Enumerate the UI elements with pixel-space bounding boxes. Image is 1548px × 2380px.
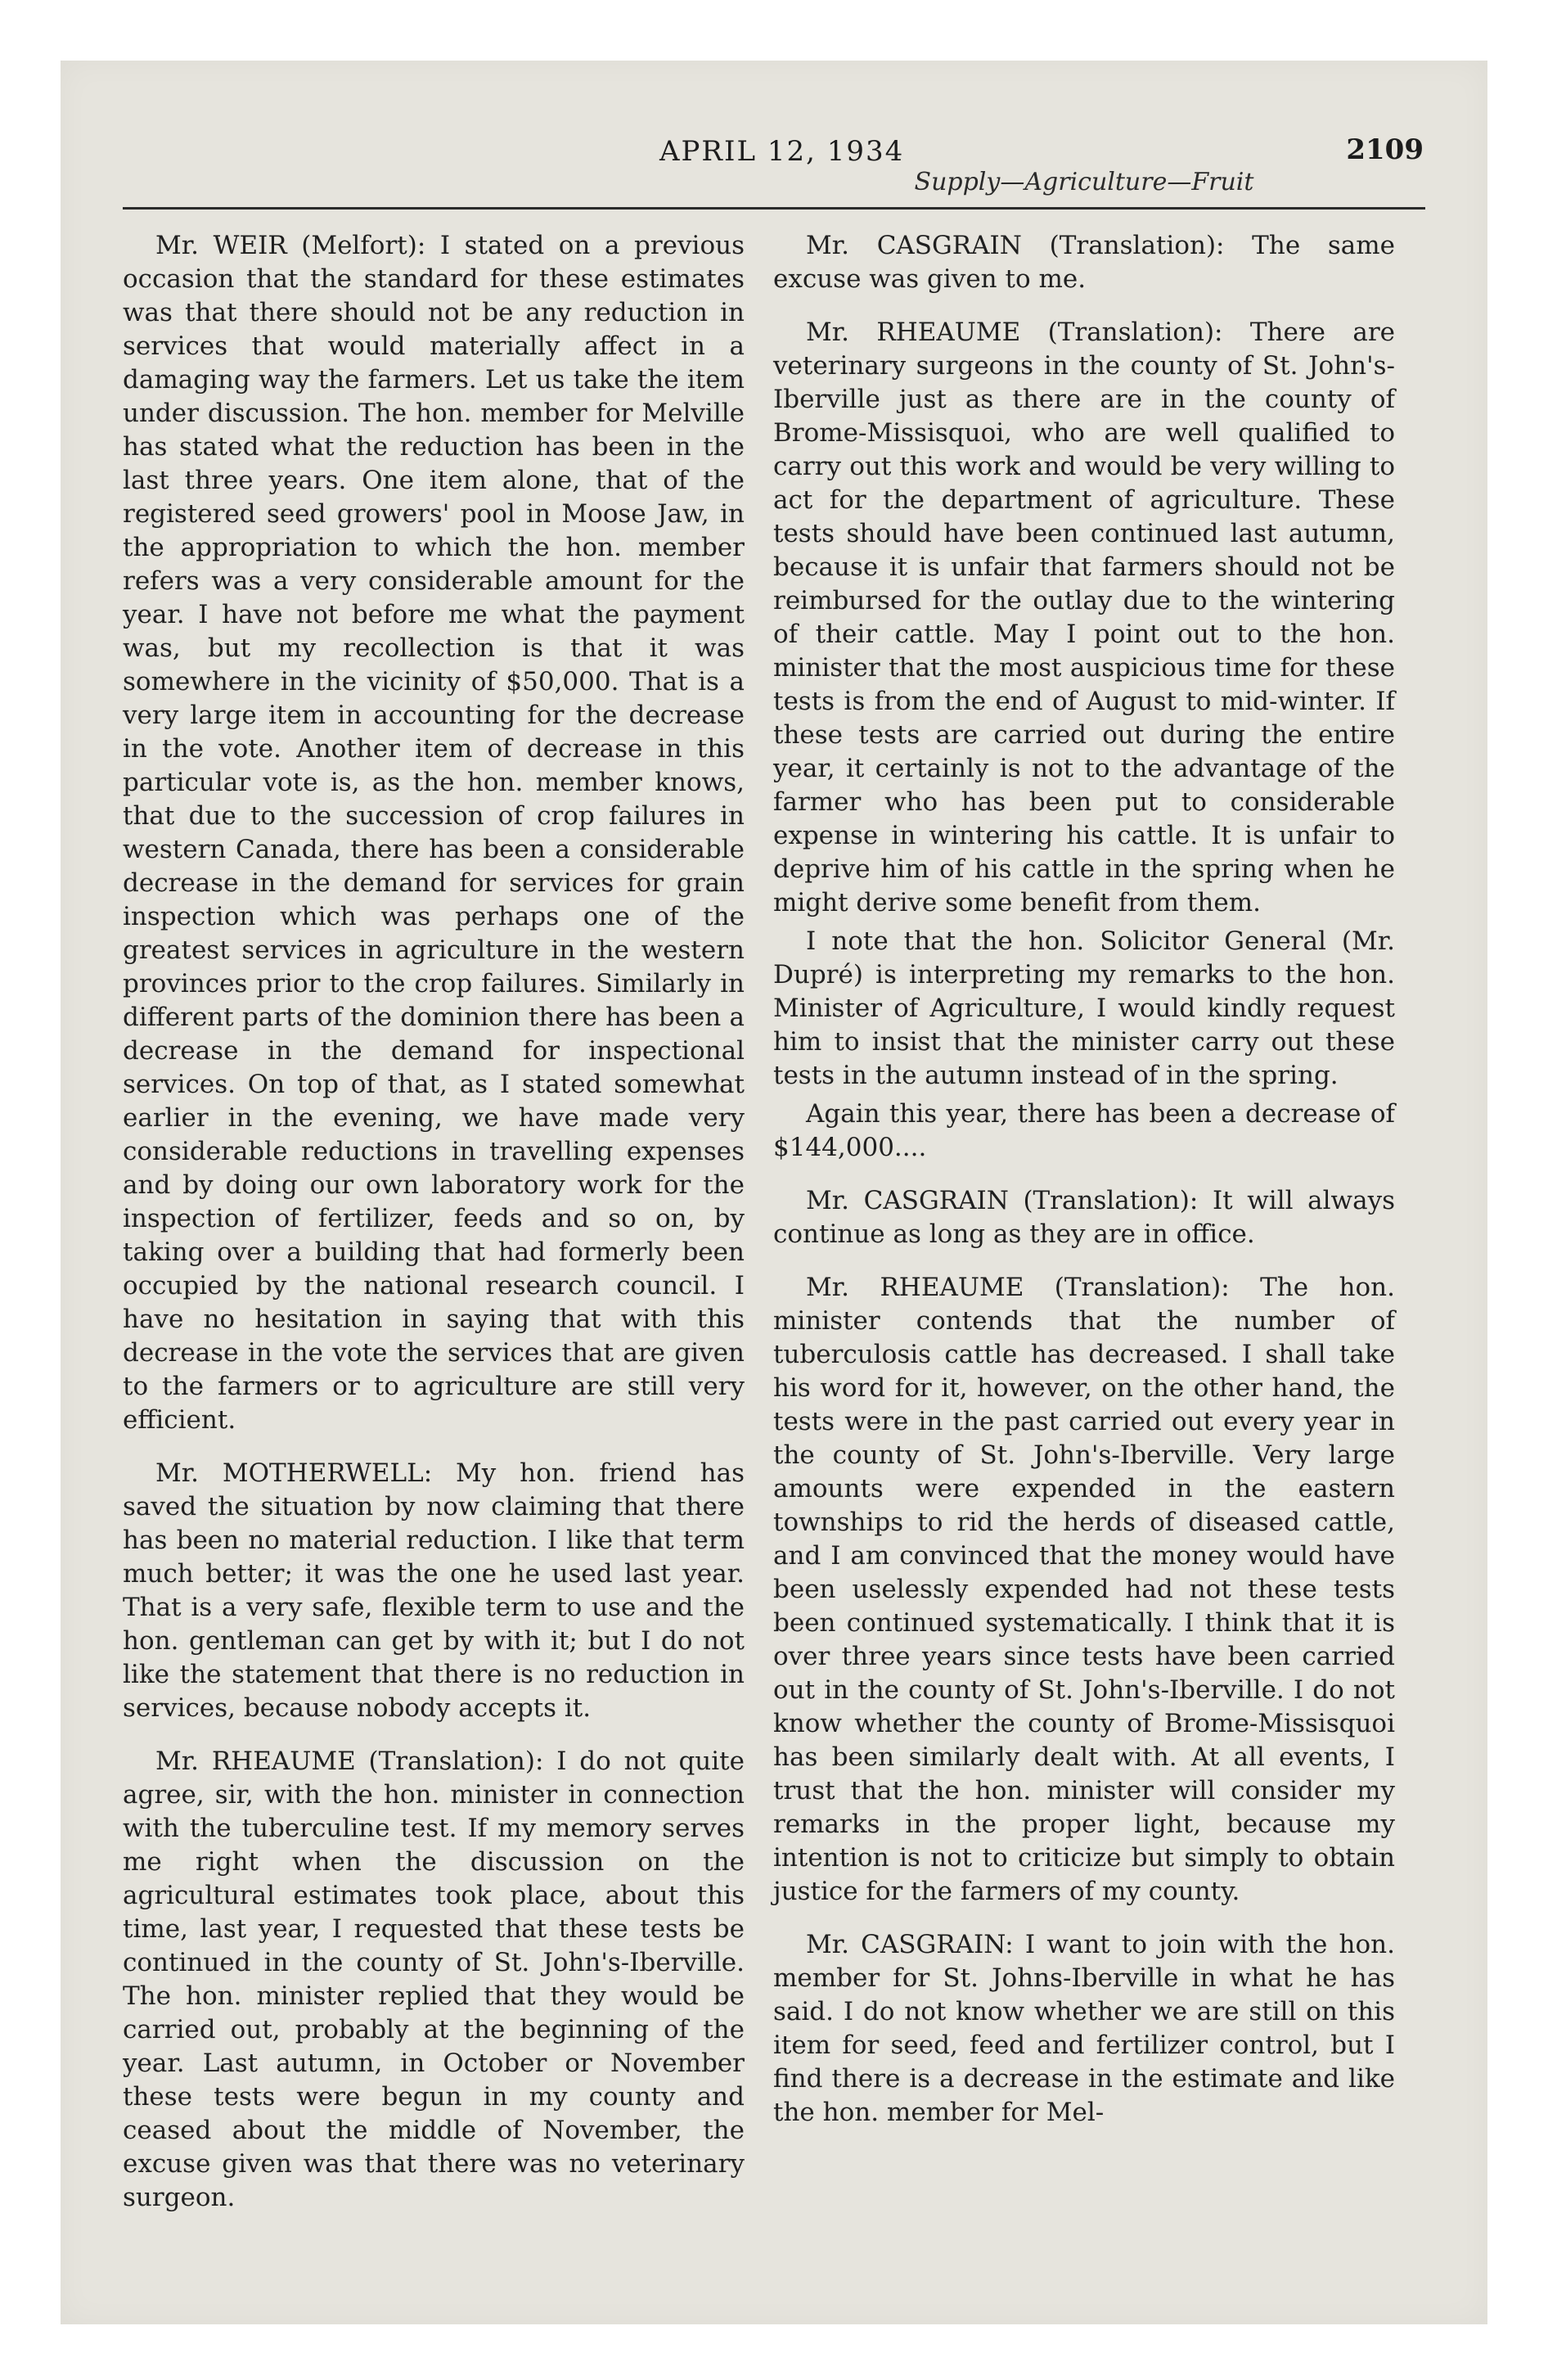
paragraph-rheaume-3: I note that the hon. Solicitor General (Mr. Dupré) is interpreting my remarks to the hon. Minister of Agriculture, I would kindly request him to insist that the minister carry out these tests in the autumn instead of in the spring.	[773, 926, 1395, 1090]
page-topic: Supply—Agriculture—Fruit	[914, 168, 1254, 196]
paragraph-rheaume-2: Mr. RHEAUME (Translation): There are veterinary surgeons in the county of St. John's-Iberville just as there are in the county of Brome-Missisquoi, who are well qualified to carry out this work and would be very willing to act for the department of agriculture. These tests should have been continued last autumn, because it is unfair that farmers should not be reimbursed for the outlay due to the wintering of their cattle. May I point out to the hon. minister that the most auspicious time for these tests is from the end of August to mid-winter. If these tests are carried out during the entire year, it certainly is not to the advantage of the farmer who has been put to considerable expense in wintering his cattle. It is unfair to deprive him of his cattle in the spring when he might derive some benefit from them.	[773, 318, 1395, 917]
paragraph-motherwell: Mr. MOTHERWELL: My hon. friend has saved the situation by now claiming that there has been no material reduction. I like that term much better; it was the one he used last year. That is a very safe, flexible term to use and the hon. gentleman can get by with it; but I do not like the statement that there is no reduction in services, because nobody accepts it.	[123, 1458, 745, 1723]
left-column	[123, 229, 745, 2234]
page-number: 2109	[1346, 133, 1424, 166]
page-date: APRIL 12, 1934	[659, 135, 905, 168]
paragraph-rheaume-4: Again this year, there has been a decrease of $144,000....	[773, 1099, 1395, 1162]
paragraph-weir: Mr. WEIR (Melfort): I stated on a previous occasion that the standard for these estimates was that there should not be any reduction in services that would materially affect in a damaging way the farmers. Let us take the item under discussion. The hon. member for Melville has stated what the reduction has been in the last three years. One item alone, that of the registered seed growers' pool in Moose Jaw, in the appropriation to which the hon. member refers was a very considerable amount for the year. I have not before me what the payment was, but my recollection is that it was somewhere in the vicinity of $50,000. That is a very large item in accounting for the decrease in the vote. Another item of decrease in this particular vote is, as the hon. member knows, that due to the succession of crop failures in western Canada, there has been a considerable decrease in the demand for services for grain inspection which was perhaps one of the greatest services in agriculture in the western provinces prior to the crop failures. Similarly in different parts of the dominion there has been a decrease in the demand for inspectional services. On top of that, as I stated somewhat earlier in the evening, we have made very considerable reductions in travelling expenses and by doing our own laboratory work for the inspection of fertilizer, feeds and so on, by taking over a building that had formerly been occupied by the national research council. I have no hesitation in saying that with this decrease in the vote the services that are given to the farmers or to agriculture are still very efficient.	[123, 231, 745, 1435]
paragraph-casgrain-2: Mr. CASGRAIN (Translation): It will always continue as long as they are in office.	[773, 1186, 1395, 1249]
paragraph-rheaume-5: Mr. RHEAUME (Translation): The hon. minister contends that the number of tuberculosis cattle has decreased. I shall take his word for it, however, on the other hand, the tests were in the past carried out every year in the county of St. John's-Iberville. Very large amounts were expended in the eastern townships to rid the herds of diseased cattle, and I am convinced that the money would have been uselessly expended had not these tests been continued systematically. I think that it is over three years since tests have been carried out in the county of St. John's-Iberville. I do not know whether the county of Brome-Missisquoi has been similarly dealt with. At all events, I trust that the hon. minister will consider my remarks in the proper light, because my intention is not to criticize but simply to obtain justice for the farmers of my county.	[773, 1273, 1395, 1906]
paragraph-rheaume-1: Mr. RHEAUME (Translation): I do not quite agree, sir, with the hon. minister in connection with the tuberculine test. If my memory serves me right when the discussion on the agricultural estimates took place, about this time, last year, I requested that these tests be continued in the county of St. John's-Iberville. The hon. minister replied that they would be carried out, probably at the beginning of the year. Last autumn, in October or November these tests were begun in my county and ceased about the middle of November, the excuse given was that there was no veterinary surgeon.	[123, 1747, 745, 2212]
paragraph-casgrain-3: Mr. CASGRAIN: I want to join with the hon. member for St. Johns-Iberville in what he has said. I do not know whether we are still on this item for seed, feed and fertilizer control, but I find there is a decrease in the estimate and like the hon. member for Mel-	[773, 1930, 1395, 2127]
paragraph-casgrain-1: Mr. CASGRAIN (Translation): The same excuse was given to me.	[773, 231, 1395, 294]
right-column	[773, 229, 1395, 2149]
header-rule	[123, 207, 1425, 210]
